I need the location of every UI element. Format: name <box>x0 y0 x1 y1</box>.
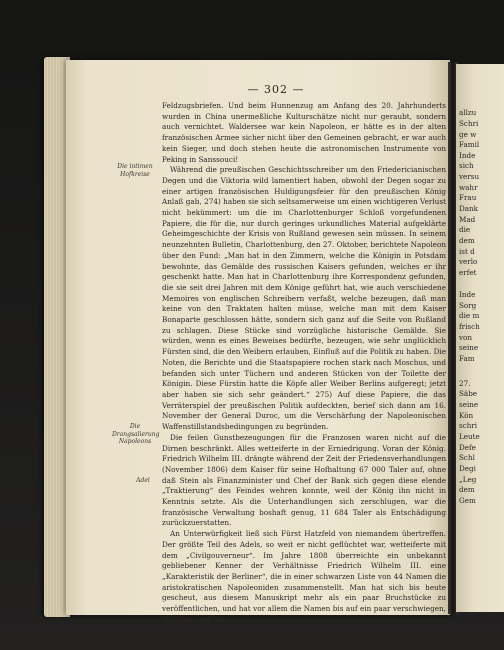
next-page-line: Schl <box>459 453 475 462</box>
next-page-line: „Leg <box>459 475 477 484</box>
margin-note-drangsalierung: Die Drangsalierung Napoleons <box>112 423 160 445</box>
next-page-line: Dank <box>459 204 479 213</box>
next-page-line: allzu <box>459 108 477 117</box>
next-page-line: Sorg <box>459 301 477 310</box>
next-page-line: Schri <box>459 119 479 128</box>
next-page-line: seine <box>459 343 479 352</box>
next-page-line: sich <box>459 161 474 170</box>
next-page-line: die m <box>459 311 480 320</box>
next-page-line: Inde <box>459 290 476 299</box>
paragraph: Während die preußischen Geschichtsschreiber um den Friedericianischen Degen und die Viktoria wild lamentiert haben, obwohl der Degen sogar zu einer artigen französischen Huldigungsfeier für den preußischen König Anlaß gab, 274) haben sie sich seltsamerweise um einen wichtigeren Verlust nicht bekümmert: um die im Charlottenburger Schloß vorgefundenen Papiere, die für die, nur durch geringes urkundliches Material aufgeklärte Geheimgeschichte der Krisis von Rußland gewesen sein müssen. In seinem neunzehnten Bulletin, Charlottenburg, den 27. Oktober, berichtete Napoleon über den Fund: „Man hat in den Zimmern, welche die Königin in Potsdam bewohnte, das Gemälde des russischen Kaisers gefunden, welches er ihr geschenkt hatte. Man hat in Charlottenburg ihre Korrespondenz gefunden, die sie seit drei Jahren mit dem Könige geführt hat, wie auch verschiedene Memoires von englischen Schreibern verfaßt, welche bezeugen, daß man keine von den Traktaten halten müsse, welche man mit dem Kaiser Bonaparte geschlossen hätte, sondern sich ganz auf die Seite von Rußland zu schlagen. Diese Stücke sind vorzügliche historische Gemälde. Sie würden, wenn es eines Beweises bedürfte, bezeugen, wie sehr unglücklich Fürsten sind, die den Weibern erlauben, Einfluß auf die Politik zu haben. Die Noten, die Berichte und die Staatspapiere rochen stark nach Moschus, und befanden sich unter Tüchern und anderen Stücken von der Toilette der Königin. Diese Fürstin hatte die Köpfe aller Weiber Berlins aufgeregt; jetzt aber haben sie sich sehr geändert.“ 275) Auf diese Papiere, die das Verräterspiel der preußischen Politik aufdeckten, berief sich dann am 16. November der General Duroc, um die Verschärfung der Napoleonischen Waffenstillstandsbedingungen zu begründen. <box>162 165 446 432</box>
next-page-line: Leute <box>459 432 480 441</box>
next-page-line: die <box>459 225 471 234</box>
next-page-line: Defe <box>459 443 476 452</box>
right-page-fragment <box>456 64 504 612</box>
margin-note-hofkreise: Die intimen Hofkreise <box>117 163 153 178</box>
next-page-line: Kön <box>459 411 474 420</box>
paragraph: Feldzugsbriefen. Und beim Hunnenzug am Anfang des 20. Jahrhunderts wurden in China unermeßliche Kulturschätze nicht nur geraubt, sondern auch vernichtet. Waldersee war kein Napoleon, er hätte es in der alten französischen Armee sicher nicht über den Gemeinen gebracht, er war auch kein Sieger, und doch stehen heute die astronomischen Instrumente von Peking in Sanssouci! <box>162 101 446 164</box>
next-page-line: seine <box>459 400 479 409</box>
next-page-line: 27. <box>459 379 471 388</box>
page-number: — 302 — <box>247 83 305 96</box>
paragraph: An Unterwürfigkeit ließ sich Fürst Hatzfeld von niemandem übertreffen. Der größte Teil des Adels, so weit er nicht geflüchtet war, wetteiferte mit dem „Civilgouverneur“. Im Jahre 1808 überreichte ein unbekannt gebliebener Kenner der Verhältnisse Friedrich Wilhelm III. eine „Karakteristik der Berliner“, die in einer schwarzen Liste von 44 Namen die aristokratischen Napoleoniden zusammenstellt. Man hat sich bis heute gescheut, aus diesem Manuskript mehr als ein paar Bruchstücke zu veröffentlichen, und hat vor allem die Namen bis auf ein paar verschwiegen, offenbar, weil sie <box>162 529 446 624</box>
next-page-line: frisch <box>459 322 480 331</box>
margin-note-adel: Adel <box>136 477 150 484</box>
next-page-line: Famil <box>459 140 480 149</box>
next-page-line: Inde <box>459 151 476 160</box>
next-page-line: Mad <box>459 215 476 224</box>
next-page-line: ge w <box>459 130 477 139</box>
next-page-line: dem <box>459 485 475 494</box>
next-page-line: Fam <box>459 354 475 363</box>
next-page-line: dem <box>459 236 475 245</box>
next-page-line: wahr <box>459 183 478 192</box>
body-text <box>162 101 446 625</box>
next-page-line: Frau <box>459 193 477 202</box>
next-page-line: Degi <box>459 464 476 473</box>
next-page-line: Säbe <box>459 389 478 398</box>
next-page-line: Gem <box>459 496 476 505</box>
next-page-line: von <box>459 333 473 342</box>
next-page-line: verlo <box>459 257 478 266</box>
paragraph: Die feilen Gunstbezeugungen für die Franzosen waren nicht auf die Dirnen beschränkt. Alles wetteiferte in der Erniedrigung. Voran der König. Friedrich Wilhelm III. drängte während der Zeit der Friedensverhandlungen (November 1806) dem Kaiser für seine Hofhaltung 67 000 Taler auf, ohne daß Stein als Finanzminister und Chef der Bank sich gegen diese elende „Traktierung“ des Feindes wehren konnte, weil der König ihn nicht in Kenntnis setzte. Als die Unterhandlungen sich zerschlugen, war die französische Verwaltung boshaft genug, 11 684 Taler als Entschädigung zurückzuerstatten. <box>162 432 446 528</box>
next-page-line: schri <box>459 421 478 430</box>
next-page-line: erfet <box>459 268 477 277</box>
next-page-line: versu <box>459 172 480 181</box>
next-page-line: ist d <box>459 247 475 256</box>
